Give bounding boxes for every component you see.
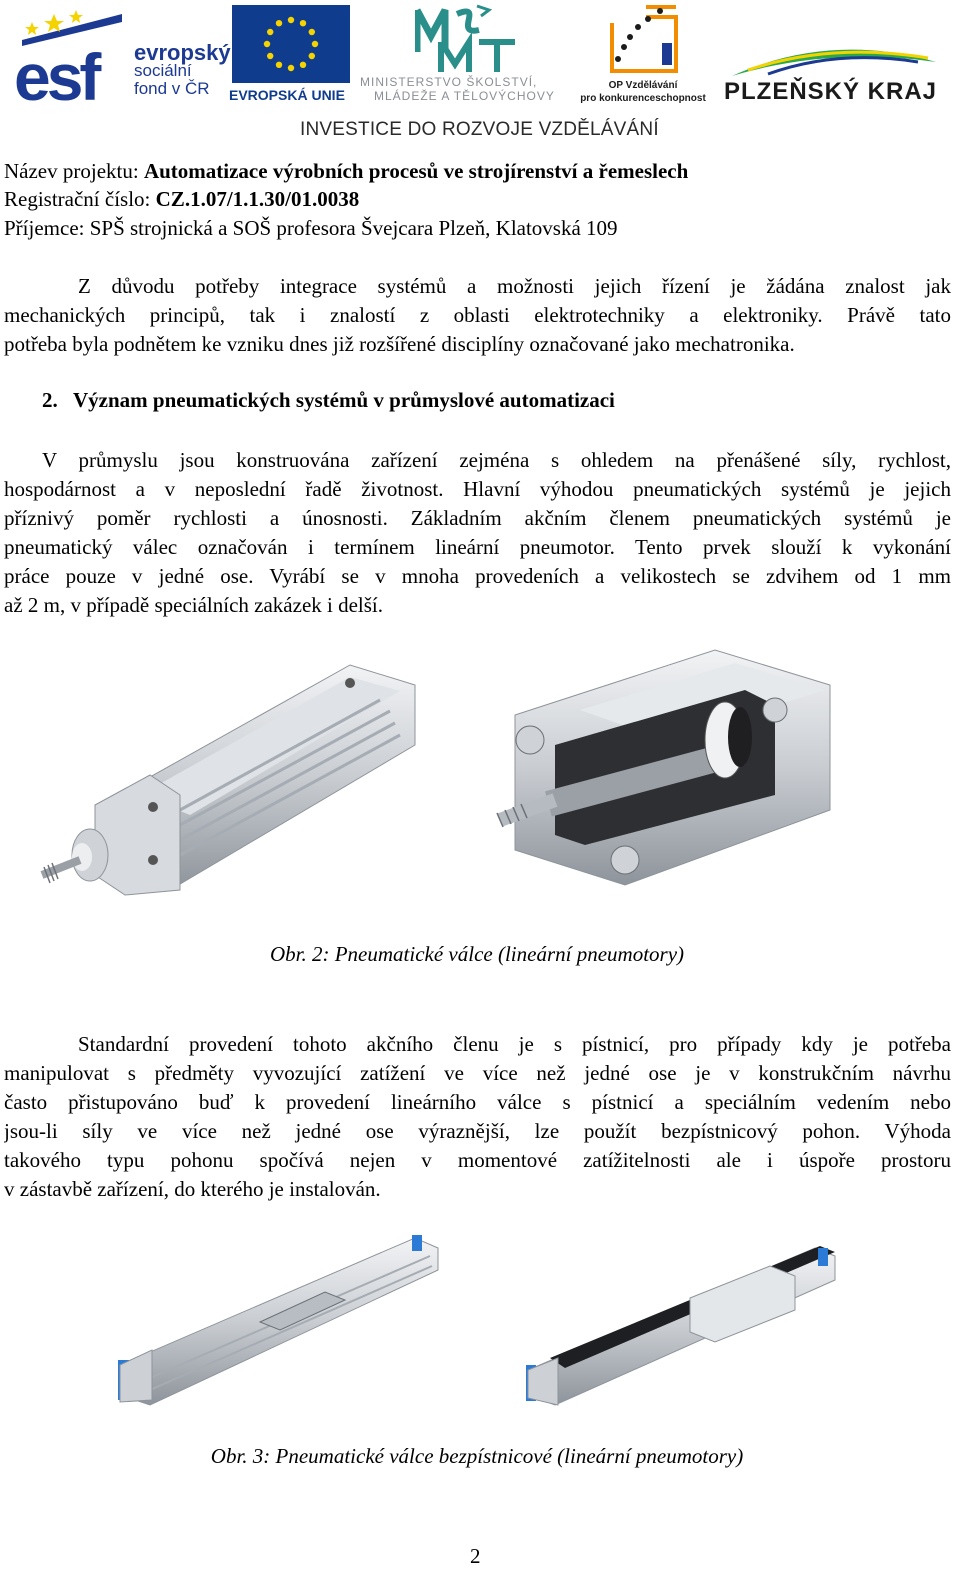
eu-star-icon (309, 53, 315, 59)
text-line: takového typu pohonu spočívá nejen v momentové zatížitelnosti ale i úspoře prostoru (4, 1148, 951, 1172)
investment-banner: INVESTICE DO ROZVOJE VZDĚLÁVÁNÍ (300, 119, 659, 140)
eu-star-icon (276, 20, 282, 26)
registration-label: Registrační číslo: (4, 187, 156, 211)
eu-star-icon (300, 62, 306, 68)
eu-star-icon (309, 29, 315, 35)
eu-logo (229, 5, 351, 105)
rodless-paragraph (4, 1030, 951, 1204)
figure-3 (0, 1230, 960, 1480)
text-line: až 2 m, v případě speciálních zakázek i delší. (4, 593, 384, 617)
eu-star-icon (267, 29, 273, 35)
recipient-line: Příjemce: SPŠ strojnická a SOŠ profesora Švejcara Plzeň, Klatovská 109 (4, 216, 618, 240)
figure-2 (0, 640, 960, 970)
eu-star-icon (312, 41, 318, 47)
msmt-line2: MLÁDEŽE A TĚLOVÝCHOVY (374, 89, 555, 103)
figure-2-caption: Obr. 2: Pneumatické válce (lineární pneumotory) (269, 942, 685, 966)
esf-logo (14, 6, 231, 106)
eu-star-icon (288, 65, 294, 71)
section-title: Význam pneumatických systémů v průmyslové automatizaci (73, 388, 615, 412)
text-line: příznivý poměr rychlosti a únosnosti. Základním akčním členem pneumatických systémů je (4, 506, 951, 530)
figure-3-caption: Obr. 3: Pneumatické válce bezpístnicové (lineární pneumotory) (210, 1444, 744, 1468)
text-line: pneumatický válec označován i termínem lineární pneumotor. Tento prvek slouží k vykonání (4, 535, 951, 559)
registration-value: CZ.1.07/1.1.30/01.0038 (155, 187, 360, 211)
eu-star-icon (276, 62, 282, 68)
text-line: potřeba byla podnětem ke vzniku dnes již rozšířené disciplíny označované jako mechatronika. (4, 332, 795, 356)
text-line: hospodárnost a v neposlední řadě životnost. Hlavní výhodou pneumatických systémů je jejich (4, 477, 951, 501)
logo-header (0, 0, 960, 145)
msmt-mark-icon (415, 2, 520, 74)
esf-line3: fond v ČR (134, 79, 210, 98)
esf-mark-icon (14, 6, 129, 104)
esf-word: evropský (134, 40, 231, 65)
registration-line (4, 185, 359, 213)
msmt-logo (360, 2, 570, 106)
text-line: práce pouze v jedné ose. Vyrábí se v mnoha provedeních a velikostech se zdvihem od 1 mm (4, 564, 951, 588)
project-name-line (4, 157, 688, 185)
text-line: Standardní provedení tohoto akčního členu je s pístnicí, pro případy kdy je potřeba (78, 1032, 951, 1056)
op-mark-icon (602, 3, 686, 77)
project-name-label: Název projektu: (4, 159, 144, 183)
plzen-swoosh-icon (728, 40, 940, 80)
eu-star-icon (264, 41, 270, 47)
text-line: v zástavbě zařízení, do kterého je instalován. (4, 1177, 381, 1201)
plzen-logo (720, 40, 945, 110)
text-line: manipulovat s předměty vyvozující zatížení ve více než jedné ose je v konstrukčním návrhu (4, 1061, 951, 1085)
cylinder-cutaway-image (485, 645, 840, 890)
eu-caption: EVROPSKÁ UNIE (229, 87, 345, 103)
eu-flag-icon (232, 5, 350, 83)
text-line: mechanických principů, tak i znalostí z oblasti elektrotechniky a elektroniky. Právě tato (4, 303, 951, 327)
msmt-line1: MINISTERSTVO ŠKOLSTVÍ, (360, 75, 538, 89)
eu-star-icon (288, 17, 294, 23)
eu-star-icon (267, 53, 273, 59)
esf-line2: sociální (134, 61, 192, 80)
section-paragraph (4, 446, 951, 620)
project-name-value: Automatizace výrobních procesů ve strojírenství a řemeslech (143, 159, 689, 183)
svg-text:esf: esf (14, 40, 98, 104)
rodless-cylinder-image-1 (110, 1230, 445, 1410)
intro-paragraph (4, 272, 951, 359)
section-number: 2. (42, 388, 58, 412)
text-line: často přistupováno buď k provedení lineárního válce s pístnicí a speciálním vedením nebo (4, 1090, 951, 1114)
text-line: jsou-li síly ve více než jedné ose výraznější, lze použít bezpístnicový pohon. Výhoda (4, 1119, 951, 1143)
pneumatic-cylinder-image (30, 655, 420, 905)
rodless-cylinder-image-2 (520, 1240, 840, 1410)
op-logo (576, 3, 710, 107)
eu-star-icon (300, 20, 306, 26)
op-line1: OP Vzdělávání (608, 80, 678, 91)
op-line2: pro konkurenceschopnost (580, 93, 706, 104)
page-number: 2 (470, 1544, 481, 1568)
text-line: Z důvodu potřeby integrace systémů a možnosti jejich řízení je žádána znalost jak (78, 274, 951, 298)
plzen-caption: PLZEŇSKÝ KRAJ (724, 78, 938, 105)
section-heading (42, 388, 615, 413)
text-line: V průmyslu jsou konstruována zařízení zejména s ohledem na přenášené síly, rychlost, (42, 448, 951, 472)
